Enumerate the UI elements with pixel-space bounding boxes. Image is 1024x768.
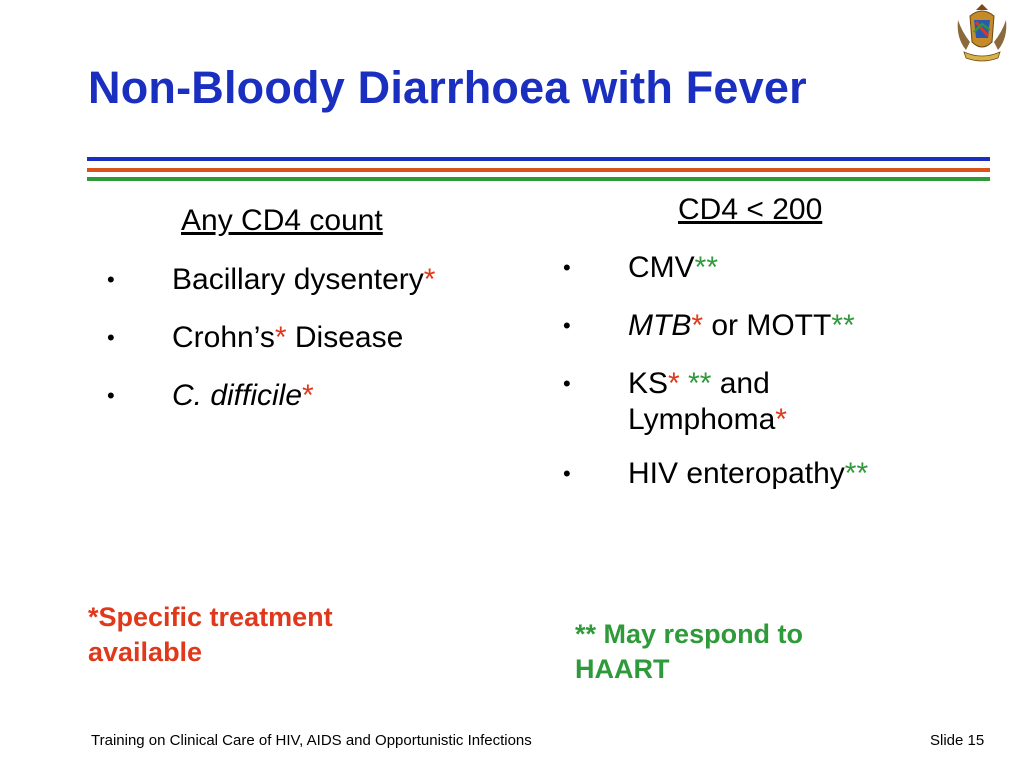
list-item: • CMV** <box>563 251 719 284</box>
list-item: • C. difficile* <box>107 379 314 412</box>
haart-marker: ** <box>694 251 719 284</box>
coat-of-arms-icon <box>950 2 1014 64</box>
list-item: • HIV enteropathy** <box>563 457 869 490</box>
bullet-icon: • <box>107 325 115 350</box>
bullet-icon: • <box>107 383 115 408</box>
haart-note: ** May respond to HAART <box>575 619 804 684</box>
specific-treatment-note: *Specific treatment available <box>88 602 333 667</box>
treatment-marker: * <box>668 367 680 400</box>
slide-number: Slide 15 <box>930 732 985 749</box>
right-bullet-list <box>563 250 898 514</box>
bullet-icon: • <box>563 255 571 280</box>
haart-marker: ** <box>844 457 869 490</box>
haart-marker: ** <box>831 309 855 342</box>
bullet-icon: • <box>563 313 571 338</box>
list-item: • Crohn’s* Disease <box>107 321 404 354</box>
bullet-icon: • <box>563 461 571 486</box>
treatment-marker: * <box>691 309 704 342</box>
bullet-icon: • <box>107 267 115 292</box>
title-rule-blue <box>87 157 990 161</box>
left-bullet-list <box>107 262 435 436</box>
left-column-heading: Any CD4 count <box>181 204 383 237</box>
slide-title: Non-Bloody Diarrhoea with Fever <box>88 62 807 113</box>
list-item: • MTB* or MOTT** <box>563 309 855 342</box>
list-item: • KS* ** and Lymphoma* <box>563 367 787 436</box>
treatment-marker: * <box>274 321 287 354</box>
treatment-marker: * <box>423 263 436 296</box>
title-rule-red <box>87 168 990 172</box>
footer-course-title: Training on Clinical Care of HIV, AIDS and Opportunistic Infections <box>91 732 532 749</box>
treatment-marker: * <box>302 379 314 412</box>
title-rule-green <box>87 177 990 181</box>
bullet-icon: • <box>563 371 571 396</box>
haart-marker: ** <box>679 367 712 400</box>
treatment-marker: * <box>775 403 787 436</box>
right-column-heading: CD4 < 200 <box>678 193 823 226</box>
list-item: • Bacillary dysentery* <box>107 263 436 296</box>
